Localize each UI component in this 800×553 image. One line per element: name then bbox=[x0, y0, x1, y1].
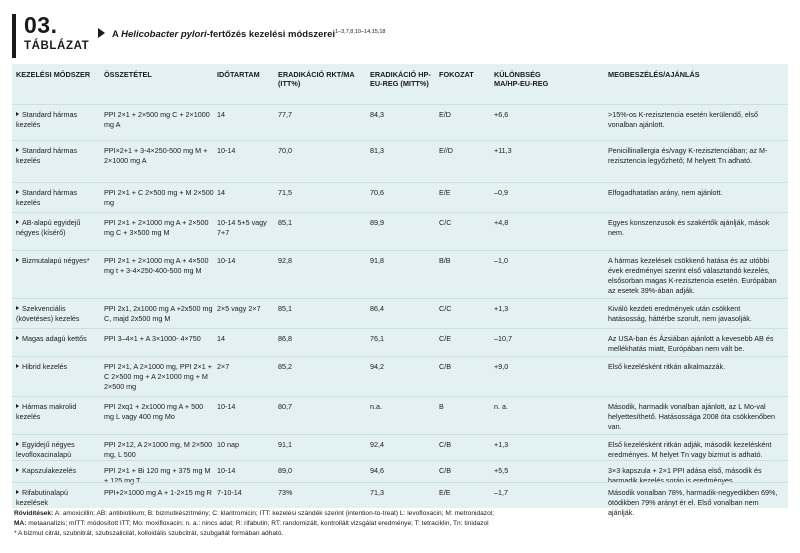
cell-composition: PPI×2+1 + 3-4×250-500 mg M + 2×1000 mg A bbox=[104, 146, 208, 165]
cell-method: Bizmutalapú négyes* bbox=[16, 256, 100, 266]
cell-erad-reg: 76,1 bbox=[370, 334, 384, 343]
column-header-method: KEZELÉSI MÓDSZER bbox=[16, 70, 91, 79]
table-row bbox=[12, 434, 788, 460]
cell-erad-reg: 94,2 bbox=[370, 362, 384, 371]
column-header-composition: ÖSSZETÉTEL bbox=[104, 70, 152, 79]
table-row bbox=[12, 460, 788, 485]
cell-erad-reg: 94,6 bbox=[370, 466, 384, 475]
cell-diff: +6,6 bbox=[494, 110, 509, 119]
bullet-arrow-icon bbox=[16, 404, 19, 408]
cell-composition: PPI 2xq1 + 2x1000 mg A + 500 mg L vagy 400 mg Mo bbox=[104, 402, 204, 421]
cell-duration: 14 bbox=[217, 188, 225, 197]
column-header-diff: KÜLÖNBSÉG MA/HP-EU-REG bbox=[494, 70, 549, 88]
cell-grade: B bbox=[439, 402, 444, 411]
cell-diff: +9,0 bbox=[494, 362, 509, 371]
footnote-abbreviations-1: Rövidítések: A: amoxicillin; AB: antibiotikum; B: bizmutkészítmény; C: klaritromicin; ITT: kezelési szándék szerint (intention-to-treat) L: levofloxacin; M: metronidazol; bbox=[14, 510, 495, 517]
cell-diff: –10,7 bbox=[494, 334, 512, 343]
table-title: A Helicobacter pylori-fertőzés kezelési módszerei$^{1-3,7,8,10-14,15,18}$ bbox=[112, 29, 386, 41]
table-row bbox=[12, 298, 788, 328]
cell-grade: B/B bbox=[439, 256, 451, 265]
cell-note: Második vonalban 78%, harmadik-negyedikben 69%, ötödikben 79% arányt ér el. Első vonalban nem ajánlják. bbox=[608, 488, 778, 517]
cell-note: >15%-os K-rezisztencia esetén kerülendő, első vonalban ajánlott. bbox=[608, 110, 759, 129]
cell-method: AB-alapú egyidejű négyes (kísérő) bbox=[16, 218, 81, 237]
cell-grade: C/C bbox=[439, 218, 452, 227]
table-header bbox=[12, 12, 788, 62]
bullet-arrow-icon bbox=[16, 490, 19, 494]
footnote-abbreviations-2: MA: metaanalízis; mITT: módosított ITT; Mo: moxifloxacin; n. a.: nincs adat; R: rifabutin; RT: randomizált, kontrollált vizsgálat eredménye; T: tetraciklin, Tn: tinidazol bbox=[14, 520, 489, 527]
bullet-arrow-icon bbox=[16, 220, 19, 224]
cell-duration: 10-14 5+5 vagy 7+7 bbox=[217, 218, 267, 237]
cell-diff: –0,9 bbox=[494, 188, 508, 197]
cell-diff: +5,5 bbox=[494, 466, 509, 475]
cell-erad-ma: 73% bbox=[278, 488, 293, 497]
cell-composition: PPI 2×1, A 2×1000 mg, PPI 2×1 + C 2×500 mg + A 2×1000 mg + M 2×500 mg bbox=[104, 362, 212, 391]
cell-composition: PPI 2x1, 2x1000 mg A +2x500 mg C, majd 2x500 mg M bbox=[104, 304, 213, 323]
title-refs: 1–3,7,8,10–14,15,18 bbox=[335, 29, 386, 35]
cell-composition: PPI 3–4×1 + A 3×1000- 4×750 bbox=[104, 334, 201, 343]
cell-diff: +4,8 bbox=[494, 218, 509, 227]
cell-note: Egyes konszenzusok és szakértők ajánlják, mások nem. bbox=[608, 218, 770, 237]
table-tag: TÁBLÁZAT bbox=[24, 40, 90, 52]
cell-composition: PPI+2×1000 mg A + 1-2×15 mg R bbox=[104, 488, 212, 497]
cell-grade: C/C bbox=[439, 304, 452, 313]
cell-erad-ma: 85,1 bbox=[278, 304, 292, 313]
cell-grade: E/D bbox=[439, 110, 451, 119]
cell-note: Elfogadhatatlan arány, nem ajánlott. bbox=[608, 188, 723, 197]
title-italic: Helicobacter pylori bbox=[121, 29, 207, 41]
cell-diff: +11,3 bbox=[494, 146, 512, 155]
cell-erad-reg: 70,6 bbox=[370, 188, 384, 197]
column-header-erad-reg: ERADIKÁCIÓ HP-EU-REG (MITT%) bbox=[370, 70, 431, 88]
table-header-row bbox=[12, 64, 788, 104]
cell-diff: +1,3 bbox=[494, 440, 509, 449]
cell-note: Penicillinallergia és/vagy K-rezisztenciában; az M-rezisztencia legyőzhető; M helyett Tn adható. bbox=[608, 146, 768, 165]
cell-composition: PPI 2×1 + 2×1000 mg A + 2×500 mg C + 3×500 mg M bbox=[104, 218, 209, 237]
cell-note: Kiváló kezdeti eredmények után csökkent hatásosság, háttérbe szorult, nem javasolják. bbox=[608, 304, 752, 323]
cell-duration: 14 bbox=[217, 110, 225, 119]
cell-diff: –1,7 bbox=[494, 488, 508, 497]
cell-method: Hármas makrolid kezelés bbox=[16, 402, 77, 421]
footnote-bismuth: * A bizmut citrát, szubnitrát, szubszalicilát, kolloidális szubcitrát, szubgallát formában adható. bbox=[14, 530, 284, 537]
cell-note: Első kezelésként ritkán adják, második kezelésként eredményes. M helyet Tn vagy bizmut is adható. bbox=[608, 440, 772, 459]
table-row bbox=[12, 182, 788, 212]
cell-composition: PPI 2×1 + C 2×500 mg + M 2×500 mg bbox=[104, 188, 214, 207]
cell-duration: 2×7 bbox=[217, 362, 230, 371]
cell-note: Az USA-ban és Ázsiában ajánlott a kevesebb AB és mellékhatás miatt, Európában nem vált be. bbox=[608, 334, 774, 353]
table-number: 03. bbox=[24, 12, 58, 38]
cell-duration: 10-14 bbox=[217, 256, 236, 265]
cell-grade: E//D bbox=[439, 146, 453, 155]
cell-erad-ma: 92,8 bbox=[278, 256, 292, 265]
cell-note: Második, harmadik vonalban ajánlott, az L Mo-val helyettesíthető. Hatásossága 2008 óta csökkenőben van. bbox=[608, 402, 776, 431]
cell-erad-ma: 85,1 bbox=[278, 218, 292, 227]
cell-diff: +1,3 bbox=[494, 304, 509, 313]
cell-method: Standard hármas kezelés bbox=[16, 188, 78, 207]
cell-grade: E/E bbox=[439, 188, 451, 197]
cell-method: Standard hármas kezelés bbox=[16, 146, 78, 165]
bullet-arrow-icon bbox=[16, 112, 19, 116]
table-row bbox=[12, 328, 788, 356]
cell-erad-ma: 91,1 bbox=[278, 440, 292, 449]
column-header-note: MEGBESZÉLÉS/AJÁNLÁS bbox=[608, 70, 700, 79]
cell-erad-ma: 71,5 bbox=[278, 188, 292, 197]
cell-grade: C/E bbox=[439, 334, 451, 343]
cell-note: Első kezelésként ritkán alkalmazzák. bbox=[608, 362, 726, 371]
table-row bbox=[12, 212, 788, 250]
cell-erad-ma: 80,7 bbox=[278, 402, 292, 411]
cell-duration: 7-10-14 bbox=[217, 488, 242, 497]
cell-composition: PPI 2×1 + 2×500 mg C + 2×1000 mg A bbox=[104, 110, 210, 129]
arrow-right-icon bbox=[98, 28, 105, 38]
cell-diff: –1,0 bbox=[494, 256, 508, 265]
cell-grade: C/B bbox=[439, 362, 451, 371]
cell-grade: C/B bbox=[439, 440, 451, 449]
cell-erad-ma: 89,0 bbox=[278, 466, 292, 475]
cell-erad-reg: 91,8 bbox=[370, 256, 384, 265]
footnotes bbox=[14, 509, 786, 539]
cell-diff: n. a. bbox=[494, 402, 508, 411]
cell-method: Szekvenciális (követéses) kezelés bbox=[16, 304, 80, 323]
cell-composition: PPI 2×1 + 2×1000 mg A + 4×500 mg t + 3-4×250-400-500 mg M bbox=[104, 256, 209, 275]
cell-erad-ma: 85,2 bbox=[278, 362, 292, 371]
bullet-arrow-icon bbox=[16, 258, 19, 262]
cell-duration: 10 nap bbox=[217, 440, 239, 449]
bullet-arrow-icon bbox=[16, 336, 19, 340]
cell-method: Rifabutinalapú kezelések bbox=[16, 488, 68, 507]
cell-erad-reg: n.a. bbox=[370, 402, 382, 411]
bullet-arrow-icon bbox=[16, 442, 19, 446]
table-number-box bbox=[12, 12, 98, 60]
cell-erad-reg: 89,9 bbox=[370, 218, 384, 227]
cell-composition: PPI 2×12, A 2×1000 mg, M 2×500 mg, L 500 bbox=[104, 440, 213, 459]
table-row bbox=[12, 140, 788, 182]
table-row bbox=[12, 356, 788, 396]
cell-method: Egyidejű négyes levofloxacinalapú bbox=[16, 440, 75, 459]
cell-erad-reg: 71,3 bbox=[370, 488, 384, 497]
cell-erad-ma: 70,0 bbox=[278, 146, 292, 155]
cell-composition: PPI 2×1 + Bi 120 mg + 375 mg M + 125 mg T bbox=[104, 466, 211, 485]
cell-duration: 14 bbox=[217, 334, 225, 343]
cell-grade: C/B bbox=[439, 466, 451, 475]
bullet-arrow-icon bbox=[16, 148, 19, 152]
cell-method: Hibrid kezelés bbox=[16, 362, 100, 372]
cell-method: Standard hármas kezelés bbox=[16, 110, 78, 129]
table-row bbox=[12, 250, 788, 298]
cell-duration: 2×5 vagy 2×7 bbox=[217, 304, 261, 313]
cell-note: A hármas kezelések csökkenő hatása és az utóbbi évek eredményei szerint első választandó kezelés, elsősorban magas K-rezisztencia esetén. Európában az esetek 39%-ában adják. bbox=[608, 256, 777, 295]
cell-note: 3×3 kapszula + 2×1 PPI adása első, második és harmadik kezelés során is eredményes. bbox=[608, 466, 762, 485]
bullet-arrow-icon bbox=[16, 190, 19, 194]
cell-grade: E/E bbox=[439, 488, 451, 497]
bullet-arrow-icon bbox=[16, 306, 19, 310]
accent-bar bbox=[12, 14, 16, 58]
cell-erad-reg: 86,4 bbox=[370, 304, 384, 313]
bullet-arrow-icon bbox=[16, 468, 19, 472]
cell-erad-reg: 84,3 bbox=[370, 110, 384, 119]
table-row bbox=[12, 104, 788, 140]
cell-erad-reg: 81,3 bbox=[370, 146, 384, 155]
column-header-grade: FOKOZAT bbox=[439, 70, 474, 79]
table-row bbox=[12, 396, 788, 434]
column-header-duration: IDŐTARTAM bbox=[217, 70, 260, 79]
cell-erad-reg: 92,4 bbox=[370, 440, 384, 449]
cell-duration: 10-14 bbox=[217, 146, 236, 155]
cell-duration: 10-14 bbox=[217, 402, 236, 411]
bullet-arrow-icon bbox=[16, 364, 19, 368]
cell-duration: 10-14 bbox=[217, 466, 236, 475]
cell-erad-ma: 77,7 bbox=[278, 110, 292, 119]
column-header-erad-ma: ERADIKÁCIÓ RKT/MA (ITT%) bbox=[278, 70, 355, 88]
cell-method: Kapszulakezelés bbox=[16, 466, 100, 476]
cell-erad-ma: 86,8 bbox=[278, 334, 292, 343]
cell-method: Magas adagú kettős bbox=[16, 334, 100, 344]
